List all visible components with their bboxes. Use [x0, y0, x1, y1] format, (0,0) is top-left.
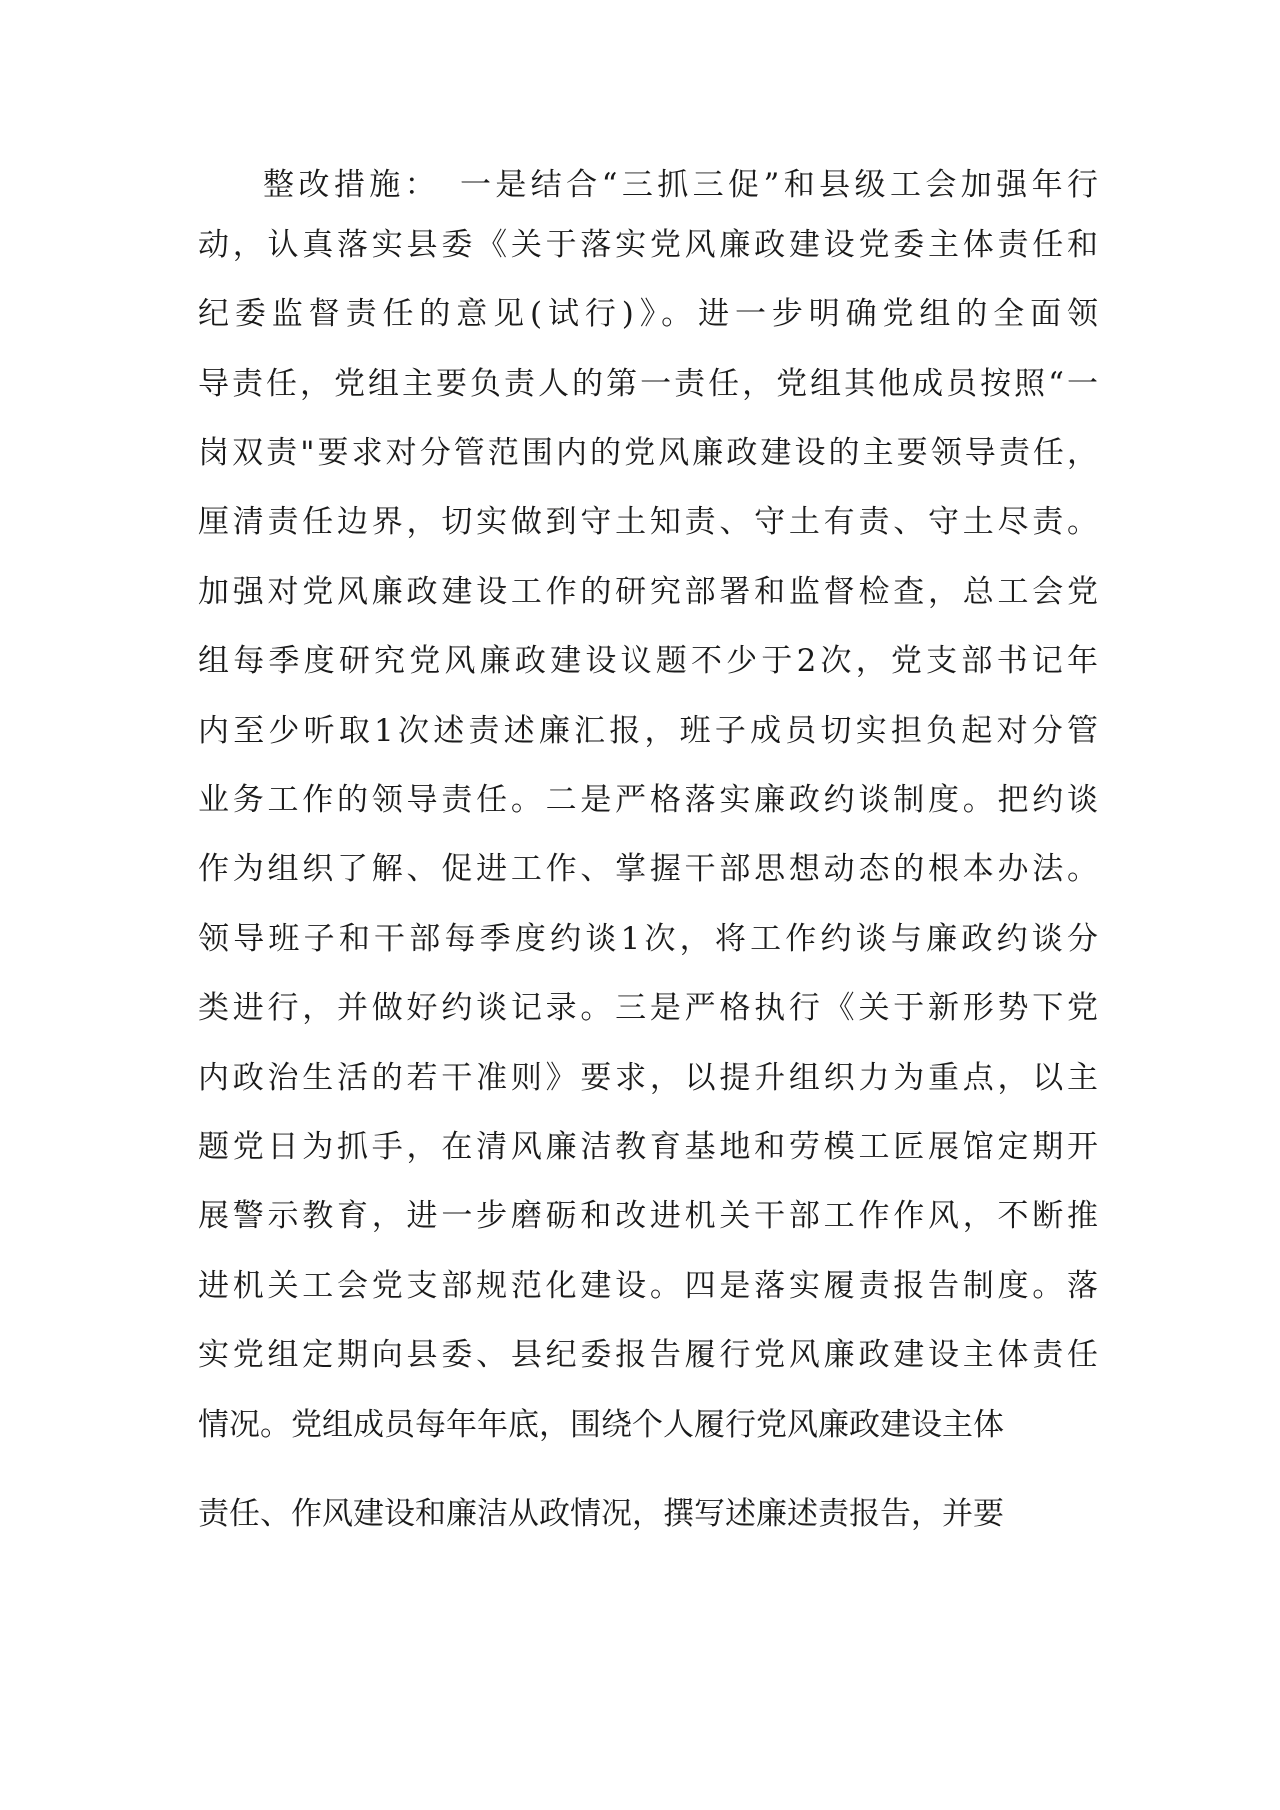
paragraph-line-1: 整改措施： 一是结合“三抓三促”和县级工会加强年行	[263, 167, 1098, 203]
paragraph-line-12: 领导班子和干部每季度约谈1次，将工作约谈与廉政约谈分	[198, 921, 1098, 957]
paragraph-line-14: 内政治生活的若干准则》要求，以提升组织力为重点，以主	[198, 1060, 1098, 1096]
paragraph-line-19: 情况。党组成员每年年底，围绕个人履行党风廉政建设主体	[198, 1407, 1004, 1443]
paragraph-line-11: 作为组织了解、促进工作、掌握干部思想动态的根本办法。	[198, 851, 1098, 887]
paragraph-line-7: 加强对党风廉政建设工作的研究部署和监督检查，总工会党	[198, 574, 1098, 610]
paragraph-line-6: 厘清责任边界，切实做到守土知责、守土有责、守土尽责。	[198, 504, 1098, 540]
paragraph-line-10: 业务工作的领导责任。二是严格落实廉政约谈制度。把约谈	[198, 782, 1098, 818]
paragraph-line-17: 进机关工会党支部规范化建设。四是落实履责报告制度。落	[198, 1268, 1098, 1304]
paragraph-line-2: 动，认真落实县委《关于落实党风廉政建设党委主体责任和	[198, 227, 1098, 263]
paragraph-line-15: 题党日为抓手，在清风廉洁教育基地和劳模工匠展馆定期开	[198, 1129, 1098, 1165]
paragraph-line-5: 岗双责"要求对分管范围内的党风廉政建设的主要领导责任，	[198, 435, 1098, 471]
paragraph-line-16: 展警示教育，进一步磨砺和改进机关干部工作作风，不断推	[198, 1198, 1098, 1234]
paragraph-line-9: 内至少听取1次述责述廉汇报，班子成员切实担负起对分管	[198, 713, 1098, 749]
paragraph-line-8: 组每季度研究党风廉政建设议题不少于2次，党支部书记年	[198, 643, 1098, 679]
paragraph-line-18: 实党组定期向县委、县纪委报告履行党风廉政建设主体责任	[198, 1337, 1098, 1373]
paragraph-line-4: 导责任，党组主要负责人的第一责任，党组其他成员按照“一	[198, 366, 1098, 402]
paragraph-line-3: 纪委监督责任的意见(试行)》。进一步明确党组的全面领	[198, 296, 1098, 332]
paragraph-line-13: 类进行，并做好约谈记录。三是严格执行《关于新形势下党	[198, 990, 1098, 1026]
paragraph-line-20: 责任、作风建设和廉洁从政情况，撰写述廉述责报告，并要	[198, 1496, 1004, 1532]
